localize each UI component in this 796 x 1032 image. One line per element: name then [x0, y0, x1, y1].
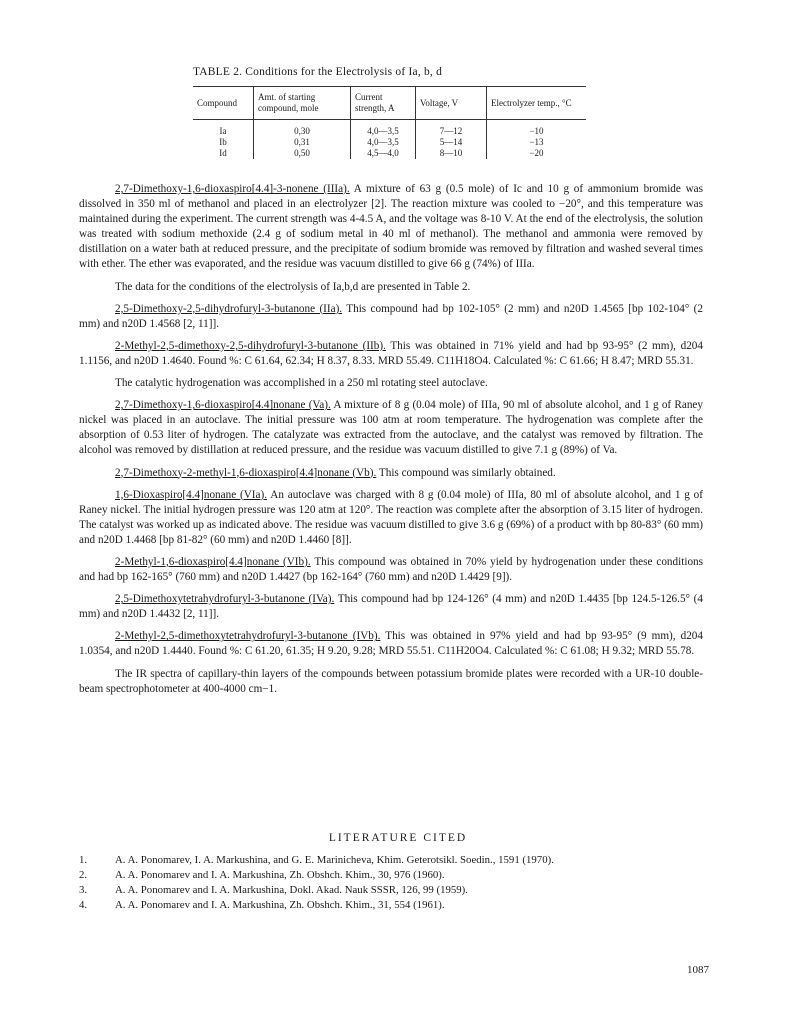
reference-text: A. A. Ponomarev and I. A. Markushina, Zh. Obshch. Khim., 30, 976 (1960). [115, 869, 445, 881]
paragraph-text: This compound had bp 124-126° (4 mm) and n20D 1.4435 [bp 124.5-126.5° (4 mm) and n20D 1.4432 [2, 11]]. [79, 593, 703, 621]
paragraph [79, 280, 703, 295]
cell-line: Id [219, 148, 227, 158]
paragraph-text: The catalytic hydrogenation was accomplished in a 250 ml rotating steel autoclave. [115, 377, 488, 390]
cell-line: −10 [529, 126, 544, 136]
reference-item [79, 883, 709, 898]
reference-number: 4. [79, 899, 88, 911]
paragraph-text: A mixture of 8 g (0.04 mole) of IIIa, 90 ml of absolute alcohol, and 1 g of Raney nickel was placed in an autoclave. The initial pressure was 100 atm at room temperature. The hydrogenation was complete after the absorption of 0.53 liter of hydrogen. The catalyzate was extracted from the autoclave, and the catalyst was removed by filtration. The alcohol was removed by distillation at reduced pressure, and the residue was vacuum distilled to give 7.1 g (89%) of Va. [79, 399, 703, 457]
reference-number: 1. [79, 854, 88, 866]
cell-line: 0,31 [294, 137, 310, 147]
table-cell [351, 120, 416, 160]
cell-line: 4,0—3,5 [367, 137, 399, 147]
paragraph [79, 466, 703, 481]
compound-title: 1,6-Dioxaspiro[4.4]nonane (VIa). [115, 488, 268, 501]
reference-text: A. A. Ponomarev and I. A. Markushina, Dokl. Akad. Nauk SSSR, 126, 99 (1959). [115, 884, 468, 896]
table-row [193, 120, 586, 160]
page-number: 1087 [687, 964, 709, 976]
table-cell [416, 120, 487, 160]
compound-title: 2,7-Dimethoxy-1,6-dioxaspiro[4.4]nonane (Va). [115, 399, 331, 412]
table-header-cell: Compound [193, 87, 254, 120]
paragraph-text: The IR spectra of capillary-thin layers of the compounds between potassium bromide plates were recorded with a UR-10 double-beam spectrophotometer at 400-4000 cm−1. [79, 667, 703, 695]
reference-item [79, 853, 709, 868]
table-header-cell: Electrolyzer temp., °C [487, 87, 587, 120]
reference-number: 2. [79, 869, 88, 881]
cell-line: 7—12 [439, 126, 463, 136]
paragraph [79, 592, 703, 622]
table-header-cell: Amt. of starting compound, mole [254, 87, 351, 120]
paragraph-text: An autoclave was charged with 8 g (0.04 mole) of IIIa, 80 ml of absolute alcohol, and 1 g of Raney nickel. The initial hydrogen pressure was 120 atm at 120°. The reaction was complete after the absorption of 3.15 liter of hydrogen. The catalyst was worked up as indicated above. The residue was vacuum distilled to give 3.6 g (69%) of a product with bp 80-83° (60 mm) and n20D 1.4468 [bp 81-82° (60 mm) and n20D 1.4460 [8]]. [79, 488, 704, 546]
paragraph-text: This compound had bp 102-105° (2 mm) and n20D 1.4565 [bp 102-104° (2 mm) and n20D 1.4568 [2, 11]]. [79, 302, 703, 330]
table-header-row [193, 87, 586, 120]
paragraph-text: The data for the conditions of the electrolysis of Ia,b,d are presented in Table 2. [115, 280, 471, 293]
paragraph-text: This compound was obtained in 70% yield by hydrogenation under these conditions and had bp 162-165° (760 mm) and n20D 1.4427 (bp 162-164° (760 mm) and n20D 1.4429 [9]). [79, 555, 703, 584]
paragraph [79, 302, 703, 332]
table-cell [193, 120, 254, 160]
table-header-cell: Current strength, A [351, 87, 416, 120]
cell-line: 8—10 [439, 148, 463, 158]
paragraph [79, 555, 703, 585]
cell-line: Ia [219, 126, 227, 136]
compound-title: 2,5-Dimethoxy-2,5-dihydrofuryl-3-butanone (IIa). [115, 302, 343, 315]
cell-line: 5—14 [439, 137, 463, 147]
literature-heading: LITERATURE CITED [328, 832, 468, 844]
cell-line: Ib [219, 137, 227, 147]
cell-line: −20 [529, 148, 544, 158]
table-caption: TABLE 2. Conditions for the Electrolysis of Ia, b, d [193, 66, 443, 78]
cell-line: 4,5—4,0 [367, 148, 399, 158]
table-cell [254, 120, 351, 160]
cell-line: 0,50 [294, 148, 310, 158]
paragraph [79, 629, 703, 659]
paragraph [79, 339, 703, 369]
table-header-cell: Voltage, V [416, 87, 487, 120]
paragraph [79, 398, 703, 458]
compound-title: 2-Methyl-2,5-dimethoxy-2,5-dihydrofuryl-3-butanone (IIb). [115, 339, 386, 352]
reference-text: A. A. Ponomarev, I. A. Markushina, and G. E. Marinicheva, Khim. Geterotsikl. Soedin., 1591 (1970). [115, 854, 554, 866]
paragraph [79, 667, 703, 697]
compound-title: 2-Methyl-1,6-dioxaspiro[4.4]nonane (VIb). [115, 555, 311, 568]
reference-list [79, 853, 709, 913]
paragraph-text: A mixture of 63 g (0.5 mole) of Ic and 10 g of ammonium bromide was dissolved in 350 ml of methanol and placed in an electrolyzer [2]. The reaction mixture was cooled to −20°, and this temperature was maintained during the experiment. The current strength was 4-4.5 A, and the voltage was 8-10 V. At the end of the electrolysis, the solution was treated with sodium methoxide (2.4 g of sodium metal in 40 ml of methanol). The methanol and ammonia were removed by distillation on a water bath at reduced pressure, and the precipitate of sodium bromide was removed by filtration and washed several times with ether. The ether was evaporated, and the residue was vacuum distilled to give 66 g (74%) of IIIa. [79, 183, 704, 271]
paragraph-text: This compound was similarly obtained. [376, 466, 556, 479]
reference-number: 3. [79, 884, 88, 896]
paragraph [79, 182, 703, 273]
cell-line: 0,30 [294, 126, 310, 136]
cell-line: 4,0—3,5 [367, 126, 399, 136]
reference-item [79, 898, 709, 913]
table-cell [487, 120, 587, 160]
body-text [79, 182, 703, 704]
compound-title: 2-Methyl-2,5-dimethoxytetrahydrofuryl-3-butanone (IVb). [115, 630, 381, 643]
compound-title: 2,7-Dimethoxy-2-methyl-1,6-dioxaspiro[4.4]nonane (Vb). [115, 466, 377, 479]
electrolysis-table [193, 86, 586, 159]
compound-title: 2,5-Dimethoxytetrahydrofuryl-3-butanone (IVa). [115, 593, 335, 606]
cell-line: −13 [529, 137, 544, 147]
reference-text: A. A. Ponomarev and I. A. Markushina, Zh. Obshch. Khim., 31, 554 (1961). [115, 899, 445, 911]
paragraph-text: This was obtained in 71% yield and had bp 93-95° (2 mm), d204 1.1156, and n20D 1.4640. Found %: C 61.64, 62.34; H 8.37, 8.33. MRD 55.49. C11H18O4. Calculated %: C 61.66; H 8.47; MRD 55.31. [79, 339, 703, 367]
compound-title: 2,7-Dimethoxy-1,6-dioxaspiro[4.4]-3-nonene (IIIa). [115, 183, 350, 195]
reference-item [79, 868, 709, 883]
paragraph [79, 488, 703, 548]
paragraph-text: This was obtained in 97% yield and had bp 93-95° (9 mm), d204 1.0354, and n20D 1.4440. Found %: C 61.20, 61.35; H 9.20, 9.28; MRD 55.51. C11H20O4. Calculated %: C 61.08; H 9.32; MRD 55.78. [79, 630, 703, 658]
paragraph [79, 376, 703, 391]
